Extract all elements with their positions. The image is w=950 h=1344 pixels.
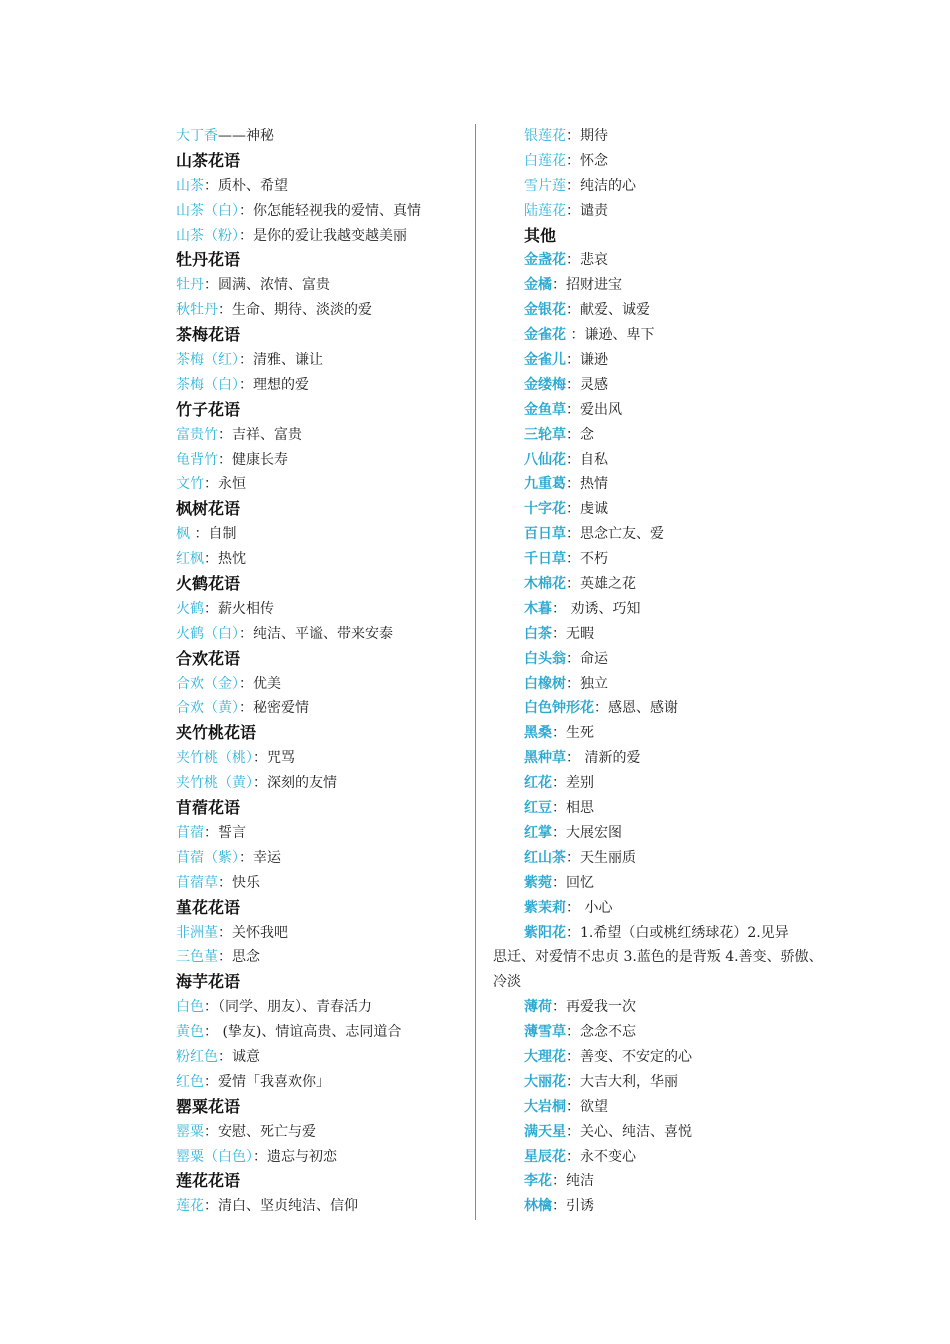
list-item [176,597,466,622]
flower-meaning: ：招财进宝 [552,277,622,294]
flower-meaning: ：大展宏图 [552,824,622,841]
list-item [176,945,466,970]
list-item [493,373,823,398]
flower-name: 金盏花 [524,252,566,269]
list-item [493,348,823,373]
flower-meaning: ：虔诚 [566,501,608,518]
list-item [176,448,466,473]
flower-name: 金雀花 [524,327,566,344]
flower-name: 白色 [176,999,204,1016]
list-item [176,1045,466,1070]
list-item [176,124,466,149]
flower-meaning: ：大吉大利，华丽 [566,1073,678,1090]
flower-meaning: ： 小心 [566,899,613,916]
flower-meaning: ：深刻的友情 [253,775,337,792]
flower-name: 红色 [176,1073,204,1090]
flower-meaning: ：优美 [239,675,281,692]
flower-meaning: ：热情 [566,476,608,493]
list-item [493,199,823,224]
flower-name: 林檎 [524,1198,552,1215]
flower-name: 枫 [176,526,190,543]
flower-meaning: ：质朴、希望 [204,177,288,194]
flower-name: 富贵竹 [176,426,218,443]
list-item [176,846,466,871]
flower-meaning: ： 劝诱、巧知 [552,600,641,617]
flower-name: 银莲花 [524,128,566,144]
section-heading: 苜蓿花语 [176,798,241,818]
flower-name: 满天星 [524,1123,566,1140]
flower-meaning: ：思念亡友、爱 [566,526,664,543]
section-heading: 火鹤花语 [176,574,241,594]
flower-meaning: ：天生丽质 [566,849,636,866]
flower-meaning: ：欲望 [566,1098,608,1115]
list-item [493,1070,823,1095]
flower-meaning: ：你怎能轻视我的爱情、真情 [239,202,421,219]
flower-meaning: ：生死 [552,725,594,742]
list-item [493,721,823,746]
flower-name: 千日草 [524,551,566,568]
flower-meaning: ：无暇 [552,625,594,642]
list-item [493,472,823,497]
flower-name: 八仙花 [524,451,566,468]
list-item [176,1070,466,1095]
flower-name: 红山茶 [524,849,566,866]
list-item [493,124,823,149]
flower-meaning: ：思念 [218,949,260,966]
list-item [176,1145,466,1170]
list-item-multiline [493,921,824,946]
list-item [493,771,823,796]
list-item [493,298,823,323]
flower-meaning: ：念念不忘 [566,1024,636,1041]
flower-meaning: ：是你的爱让我越变越美丽 [239,227,407,244]
flower-name: 白头翁 [524,650,566,667]
flower-meaning: ：谴责 [566,202,608,219]
list-item [176,672,466,697]
flower-meaning: ：爱出风 [566,401,622,418]
flower-name: 大理花 [524,1049,566,1065]
flower-name: 大丽花 [524,1073,566,1090]
list-item [176,1120,466,1145]
flower-name: 木暮 [524,600,552,617]
section-heading: 山茶花语 [176,150,241,170]
flower-meaning: ：回忆 [552,874,594,891]
flower-meaning: ：不朽 [566,551,608,568]
list-item [176,348,466,373]
flower-name: 金橘 [524,277,552,294]
list-item [493,871,823,896]
list-item [176,746,466,771]
left-column [176,124,466,1219]
flower-meaning: ：誓言 [204,824,246,841]
list-item [493,547,823,572]
section-heading: 茶梅花语 [176,325,241,345]
flower-name: 三色堇 [176,949,218,966]
list-item [176,921,466,946]
flower-meaning: ：纯洁的心 [566,177,636,194]
list-item [176,871,466,896]
list-item [176,622,466,647]
flower-meaning: ：永恒 [204,476,246,493]
flower-meaning: ：纯洁、平谧、带来安泰 [239,625,393,642]
right-column [493,124,823,1219]
list-item [493,746,823,771]
flower-name: 薄雪草 [524,1024,566,1041]
list-item [493,149,823,174]
flower-meaning: ：永不变心 [566,1148,636,1165]
flower-meaning: ：秘密爱情 [239,700,309,717]
list-item [493,896,823,921]
flower-meaning: ：吉祥、富贵 [218,426,302,443]
flower-meaning: ：期待 [566,128,608,144]
flower-name: 白茶 [524,625,552,642]
flower-name: 红花 [524,775,552,792]
flower-name: 罂粟（白色） [176,1148,253,1165]
flower-name: 红枫 [176,551,204,568]
flower-name: 山茶（白） [176,202,239,219]
list-item [493,995,823,1020]
flower-name: 白橡树 [524,675,566,692]
flower-meaning: ：谦逊、卑下 [566,327,655,344]
flower-name: 黑桑 [524,725,552,742]
flower-name: 雪片莲 [524,177,566,194]
flower-name: 山茶（粉） [176,227,239,244]
list-item [493,1145,823,1170]
flower-meaning: ：清白、坚贞纯洁、信仰 [204,1198,358,1215]
flower-meaning: ：善变、不安定的心 [566,1049,692,1065]
list-item [493,273,823,298]
flower-name: 紫阳花 [524,924,566,941]
list-item [493,821,823,846]
list-item [493,448,823,473]
flower-name: 罂粟 [176,1123,204,1140]
flower-meaning: ：快乐 [218,874,260,891]
flower-meaning: ：热忱 [204,551,246,568]
section-heading: 枫树花语 [176,499,241,519]
flower-name: 金银花 [524,302,566,319]
flower-name: 九重葛 [524,476,566,493]
flower-name: 文竹 [176,476,204,493]
flower-name: 李花 [524,1173,552,1190]
flower-meaning: ：安慰、死亡与爱 [204,1123,316,1140]
list-item [176,298,466,323]
list-item [493,1045,823,1070]
list-item [493,672,823,697]
flower-name: 牡丹 [176,277,204,294]
flower-name: 百日草 [524,526,566,543]
section-heading: 牡丹花语 [176,250,241,270]
list-item [493,1120,823,1145]
flower-name: 龟背竹 [176,451,218,468]
flower-name: 金鱼草 [524,401,566,418]
list-item [493,522,823,547]
flower-name: 金雀儿 [524,352,566,369]
section-heading: 夹竹桃花语 [176,723,257,743]
flower-name: 木棉花 [524,576,566,593]
list-item [493,248,823,273]
flower-meaning: ：纯洁 [552,1173,594,1190]
list-item [493,423,823,448]
flower-name: 火鹤（白） [176,625,239,642]
list-item [176,821,466,846]
flower-meaning: ：献爱、诚爱 [566,302,650,319]
flower-name: 陆莲花 [524,202,566,219]
flower-meaning: ：再爱我一次 [552,999,636,1016]
flower-meaning: ：幸运 [239,849,281,866]
list-item [493,622,823,647]
list-item [176,273,466,298]
flower-name: 薄荷 [524,999,552,1016]
list-item [176,1194,466,1219]
flower-name: 红豆 [524,800,552,817]
flower-meaning: ： 清新的爱 [566,750,641,767]
list-item [176,1020,466,1045]
flower-meaning: ：相思 [552,800,594,817]
flower-name: 白莲花 [524,152,566,169]
flower-meaning: ：关心、纯洁、喜悦 [566,1123,692,1140]
flower-meaning: ：咒骂 [253,750,295,767]
flower-meaning: ：独立 [566,675,608,692]
flower-meaning: ：差别 [552,775,594,792]
flower-name: 苜蓿（紫） [176,849,239,866]
flower-meaning: ：1.希望（白或桃红绣球花）2.见异 [566,924,789,941]
list-item [176,174,466,199]
list-item [176,224,466,249]
list-item [176,547,466,572]
flower-name: 秋牡丹 [176,302,218,319]
flower-meaning: ：自私 [566,451,608,468]
flower-meaning: ：薪火相传 [204,600,274,617]
list-item [493,174,823,199]
list-item [176,995,466,1020]
flower-name: 粉红色 [176,1048,218,1065]
flower-name: 苜蓿 [176,824,204,841]
flower-name: 三轮草 [524,426,566,443]
flower-meaning: ：悲哀 [566,252,608,269]
flower-meaning: ：圆满、浓情、富贵 [204,277,330,294]
flower-meaning: ：灵感 [566,376,608,393]
section-heading: 莲花花语 [176,1171,241,1191]
flower-name: 紫菀 [524,874,552,891]
list-item [176,771,466,796]
flower-name: 合欢（黄） [176,700,239,717]
section-heading: 合欢花语 [176,648,241,668]
list-item [493,1095,823,1120]
flower-meaning-continued: 思迁、对爱情不忠贞 3.蓝色的是背叛 4.善变、骄傲、冷淡 [493,949,823,991]
list-item [176,472,466,497]
list-item [493,597,823,622]
flower-meaning: ：英雄之花 [566,576,636,593]
flower-meaning: ：怀念 [566,152,608,169]
flower-name: 夹竹桃（桃） [176,750,253,767]
flower-meaning: ：理想的爱 [239,376,309,393]
flower-name: 十字花 [524,501,566,518]
flower-name: 黑种草 [524,750,566,767]
list-item [493,323,823,348]
flower-meaning: ：自制 [190,526,237,543]
flower-meaning: ：引诱 [552,1198,594,1215]
flower-meaning: ：生命、期待、淡淡的爱 [218,302,372,319]
list-item [176,522,466,547]
list-item [176,373,466,398]
flower-name: 非洲堇 [176,924,218,941]
column-divider [475,124,476,1220]
flower-meaning: ：健康长寿 [218,451,288,468]
flower-meaning: ：清雅、谦让 [239,352,323,369]
list-item [176,423,466,448]
flower-meaning: ：诚意 [218,1048,260,1065]
flower-meaning: ：爱情「我喜欢你」 [204,1073,330,1090]
list-item [493,1169,823,1194]
flower-name: 大丁香 [176,128,218,144]
flower-name: 红掌 [524,824,552,841]
list-item [493,846,823,871]
section-heading: 罂粟花语 [176,1096,241,1116]
flower-name: 苜蓿草 [176,874,218,891]
list-item [176,199,466,224]
flower-name: 金缕梅 [524,376,566,393]
flower-meaning: ：念 [566,426,594,443]
section-heading: 竹子花语 [176,399,241,419]
list-item [176,696,466,721]
list-item [493,398,823,423]
flower-name: 火鹤 [176,600,204,617]
list-item [493,497,823,522]
section-heading: 其他 [524,225,557,245]
flower-meaning: ：感恩、感谢 [594,700,678,717]
flower-name: 紫茉莉 [524,899,566,916]
flower-name: 星辰花 [524,1148,566,1165]
list-item [493,572,823,597]
flower-meaning: ：关怀我吧 [218,924,288,941]
flower-name: 山茶 [176,177,204,194]
flower-meaning: ：命运 [566,650,608,667]
flower-meaning: ：谦逊 [566,352,608,369]
flower-meaning: ：（同学、朋友）、青春活力 [204,999,372,1016]
flower-name: 茶梅（红） [176,352,239,369]
list-item [493,696,823,721]
flower-name: 夹竹桃（黄） [176,775,253,792]
flower-name: 合欢（金） [176,675,239,692]
section-heading: 海芋花语 [176,972,241,992]
flower-name: 黄色 [176,1024,204,1041]
flower-name: 白色钟形花 [524,700,594,717]
flower-meaning: ——神秘 [218,128,274,144]
flower-name: 莲花 [176,1198,204,1215]
flower-meaning: ： (挚友)、情谊高贵、志同道合 [204,1024,402,1041]
flower-name: 大岩桐 [524,1098,566,1115]
section-heading: 堇花花语 [176,897,241,917]
list-item [493,796,823,821]
list-item [493,1020,823,1045]
list-item [493,1194,823,1219]
flower-meaning: ：遗忘与初恋 [253,1148,337,1165]
flower-name: 茶梅（白） [176,376,239,393]
list-item [493,647,823,672]
